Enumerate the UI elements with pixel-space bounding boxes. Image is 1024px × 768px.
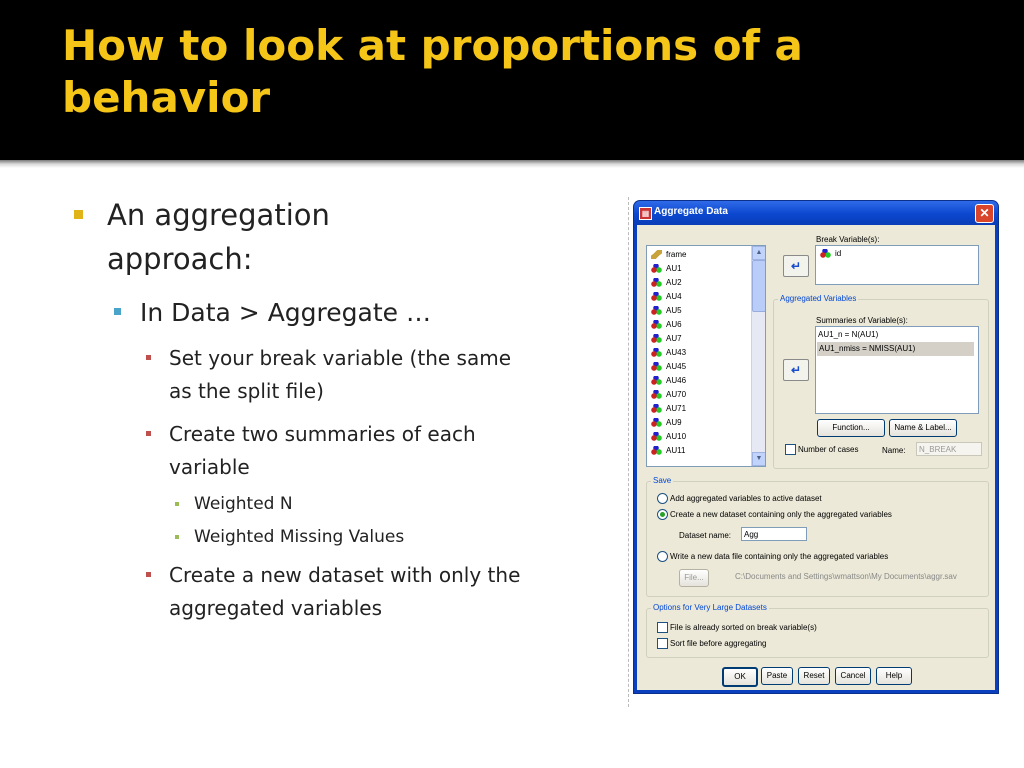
scroll-thumb[interactable] — [752, 260, 766, 312]
break-variables-label: Break Variable(s): — [816, 235, 880, 244]
break-variables-list[interactable] — [815, 245, 979, 285]
dialog-title: Aggregate Data — [654, 206, 728, 217]
title-divider — [0, 160, 1024, 168]
bullet-l2: In Data > Aggregate … — [140, 298, 431, 327]
list-item[interactable]: AU7 — [651, 332, 682, 346]
name-label: Name: — [882, 446, 906, 455]
bullet-square-l4b — [175, 535, 179, 539]
group-label: Save — [653, 476, 672, 485]
nominal-variable-icon — [651, 334, 662, 343]
summaries-list[interactable] — [815, 326, 979, 414]
nominal-variable-icon — [651, 292, 662, 301]
bullet-l4a: Weighted N — [194, 494, 293, 514]
bullet-square-l3c — [146, 572, 151, 577]
add-to-active-radio[interactable] — [657, 493, 668, 504]
spss-app-icon: ▦ — [639, 207, 652, 220]
reset-button[interactable]: Reset — [798, 667, 830, 685]
dataset-name-input[interactable]: Agg — [741, 527, 807, 541]
bullet-l3a: Set your break variable (the same as the split file) — [169, 346, 511, 403]
group-label: Options for Very Large Datasets — [653, 603, 767, 612]
nominal-variable-icon — [651, 390, 662, 399]
name-label-button[interactable]: Name & Label... — [889, 419, 957, 437]
large-datasets-group — [646, 603, 989, 658]
move-to-break-button[interactable]: ↵ — [783, 255, 809, 277]
scroll-up-icon[interactable]: ▲ — [752, 246, 766, 260]
list-item[interactable]: AU70 — [651, 388, 686, 402]
nominal-variable-icon — [651, 362, 662, 371]
sort-before-checkbox[interactable] — [657, 638, 668, 649]
nominal-variable-icon — [651, 306, 662, 315]
bullet-square-l3b — [146, 431, 151, 436]
list-item[interactable]: AU5 — [651, 304, 682, 318]
dialog-titlebar[interactable] — [634, 201, 998, 225]
list-item[interactable]: AU11 — [651, 444, 685, 458]
nominal-variable-icon — [820, 249, 831, 258]
nominal-variable-icon — [651, 376, 662, 385]
help-button[interactable]: Help — [876, 667, 912, 685]
aggregate-dialog — [634, 201, 998, 693]
list-item[interactable]: AU45 — [651, 360, 686, 374]
list-item[interactable]: AU71 — [651, 402, 686, 416]
sort-before-label: Sort file before aggregating — [670, 639, 767, 648]
group-label: Aggregated Variables — [780, 294, 857, 303]
nominal-variable-icon — [651, 278, 662, 287]
bullet-l3c: Create a new dataset with only the aggregated variables — [169, 563, 521, 620]
create-new-dataset-label: Create a new dataset containing only the aggregated variables — [670, 510, 892, 519]
move-to-summaries-button[interactable]: ↵ — [783, 359, 809, 381]
list-item[interactable]: AU2 — [651, 276, 682, 290]
bullet-square-l1 — [74, 210, 83, 219]
bullet-square-l2 — [114, 308, 121, 315]
create-new-dataset-radio[interactable] — [657, 509, 668, 520]
write-new-file-radio[interactable] — [657, 551, 668, 562]
bullet-l3b: Create two summaries of each variable — [169, 422, 476, 479]
list-item[interactable]: AU10 — [651, 430, 686, 444]
nominal-variable-icon — [651, 348, 662, 357]
nominal-variable-icon — [651, 404, 662, 413]
nominal-variable-icon — [651, 432, 662, 441]
bullet-l1: An aggregation approach: — [107, 198, 330, 276]
write-new-file-label: Write a new data file containing only the aggregated variables — [670, 552, 889, 561]
list-item[interactable]: AU6 — [651, 318, 682, 332]
bullet-l4b: Weighted Missing Values — [194, 527, 405, 547]
list-item[interactable]: frame — [651, 248, 686, 262]
summaries-label: Summaries of Variable(s): — [816, 316, 908, 325]
paste-button[interactable]: Paste — [761, 667, 793, 685]
source-list-scrollbar[interactable] — [751, 246, 765, 466]
nominal-variable-icon — [651, 418, 662, 427]
title-bar — [0, 0, 1024, 160]
file-path: C:\Documents and Settings\wmattson\My Documents\aggr.sav — [735, 572, 957, 581]
ruler-icon — [651, 250, 662, 259]
name-input[interactable]: N_BREAK — [916, 442, 982, 456]
already-sorted-label: File is already sorted on break variable(s) — [670, 623, 817, 632]
nominal-variable-icon — [651, 320, 662, 329]
number-of-cases-label: Number of cases — [798, 445, 859, 454]
list-item[interactable]: AU46 — [651, 374, 686, 388]
source-variable-list[interactable] — [646, 245, 766, 467]
nominal-variable-icon — [651, 446, 662, 455]
list-item[interactable]: AU1_n = N(AU1) — [818, 330, 879, 339]
already-sorted-checkbox[interactable] — [657, 622, 668, 633]
add-to-active-label: Add aggregated variables to active dataset — [670, 494, 822, 503]
close-icon[interactable]: ✕ — [975, 204, 994, 223]
list-item[interactable]: AU1_nmiss = NMISS(AU1) — [817, 342, 974, 356]
list-item[interactable]: AU1 — [651, 262, 682, 276]
list-item[interactable]: AU4 — [651, 290, 682, 304]
nominal-variable-icon — [651, 264, 662, 273]
dataset-name-label: Dataset name: — [679, 531, 732, 540]
bullet-square-l4a — [175, 502, 179, 506]
list-item[interactable]: AU43 — [651, 346, 686, 360]
cancel-button[interactable]: Cancel — [835, 667, 871, 685]
list-item[interactable]: AU9 — [651, 416, 682, 430]
scroll-down-icon[interactable]: ▼ — [752, 452, 766, 466]
bullet-square-l3a — [146, 355, 151, 360]
dialog-body — [637, 225, 995, 690]
slide-title: How to look at proportions of a behavior — [62, 21, 803, 122]
number-of-cases-checkbox[interactable] — [785, 444, 796, 455]
file-button[interactable]: File... — [679, 569, 709, 587]
ok-button[interactable]: OK — [722, 667, 758, 687]
function-button[interactable]: Function... — [817, 419, 885, 437]
list-item[interactable]: id — [820, 247, 841, 261]
